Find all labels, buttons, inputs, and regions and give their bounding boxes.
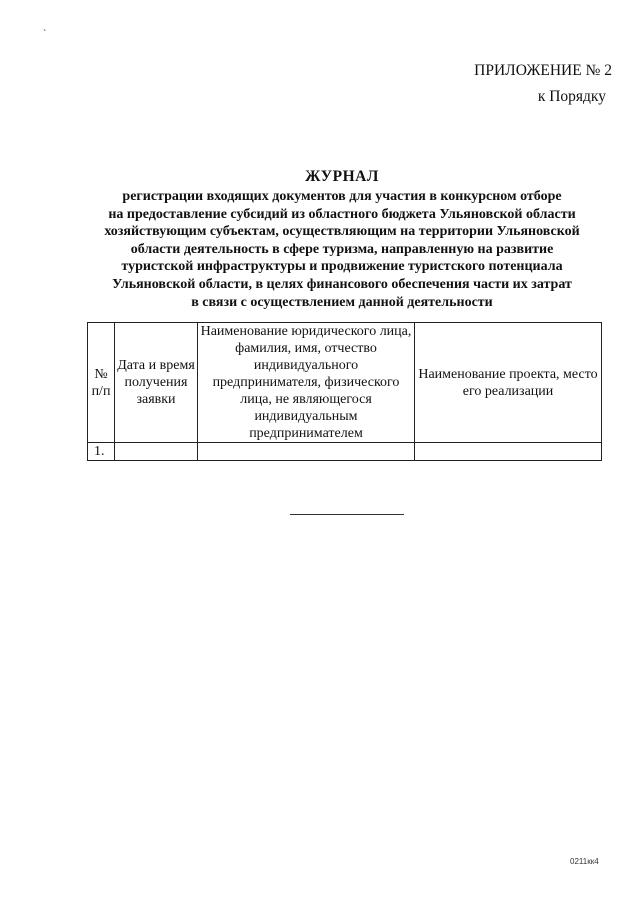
cell-date — [115, 443, 198, 461]
header-date: Дата и время получения заявки — [115, 323, 198, 443]
margin-mark: ` — [43, 29, 47, 40]
subtitle-line: в связи с осуществлением данной деятельности — [191, 294, 493, 310]
header-number: № п/п — [88, 323, 115, 443]
header-applicant: Наименование юридического лица, фамилия, имя, отчество индивидуального предпринимателя, физического лица, не являющегося индивидуальным предпринимателем — [198, 323, 415, 443]
appendix-number: ПРИЛОЖЕНИЕ № 2 — [474, 62, 612, 79]
cell-project — [415, 443, 602, 461]
header-project: Наименование проекта, место его реализации — [415, 323, 602, 443]
journal-subtitle — [70, 188, 614, 311]
document-title — [70, 168, 614, 311]
subtitle-line: на предоставление субсидий из областного бюджета Ульяновской области — [108, 206, 576, 222]
document-code: 0211кк4 — [570, 857, 599, 866]
cell-applicant — [198, 443, 415, 461]
subtitle-line: хозяйствующим субъектам, осуществляющим на территории Ульяновской — [104, 224, 580, 240]
appendix-header — [474, 61, 612, 107]
end-separator-line — [290, 514, 404, 515]
subtitle-line: регистрации входящих документов для участия в конкурсном отборе — [122, 189, 562, 204]
registration-table — [87, 322, 602, 461]
cell-number: 1. — [88, 443, 115, 461]
table-row — [88, 443, 602, 461]
journal-heading: ЖУРНАЛ — [305, 168, 379, 185]
appendix-reference: к Порядку — [537, 88, 606, 105]
subtitle-line: области деятельность в сфере туризма, направленную на развитие — [130, 241, 554, 257]
table-header-row — [88, 323, 602, 443]
subtitle-line: туристской инфраструктуры и продвижение туристского потенциала — [121, 259, 563, 275]
subtitle-line: Ульяновской области, в целях финансового обеспечения части их затрат — [112, 276, 572, 292]
